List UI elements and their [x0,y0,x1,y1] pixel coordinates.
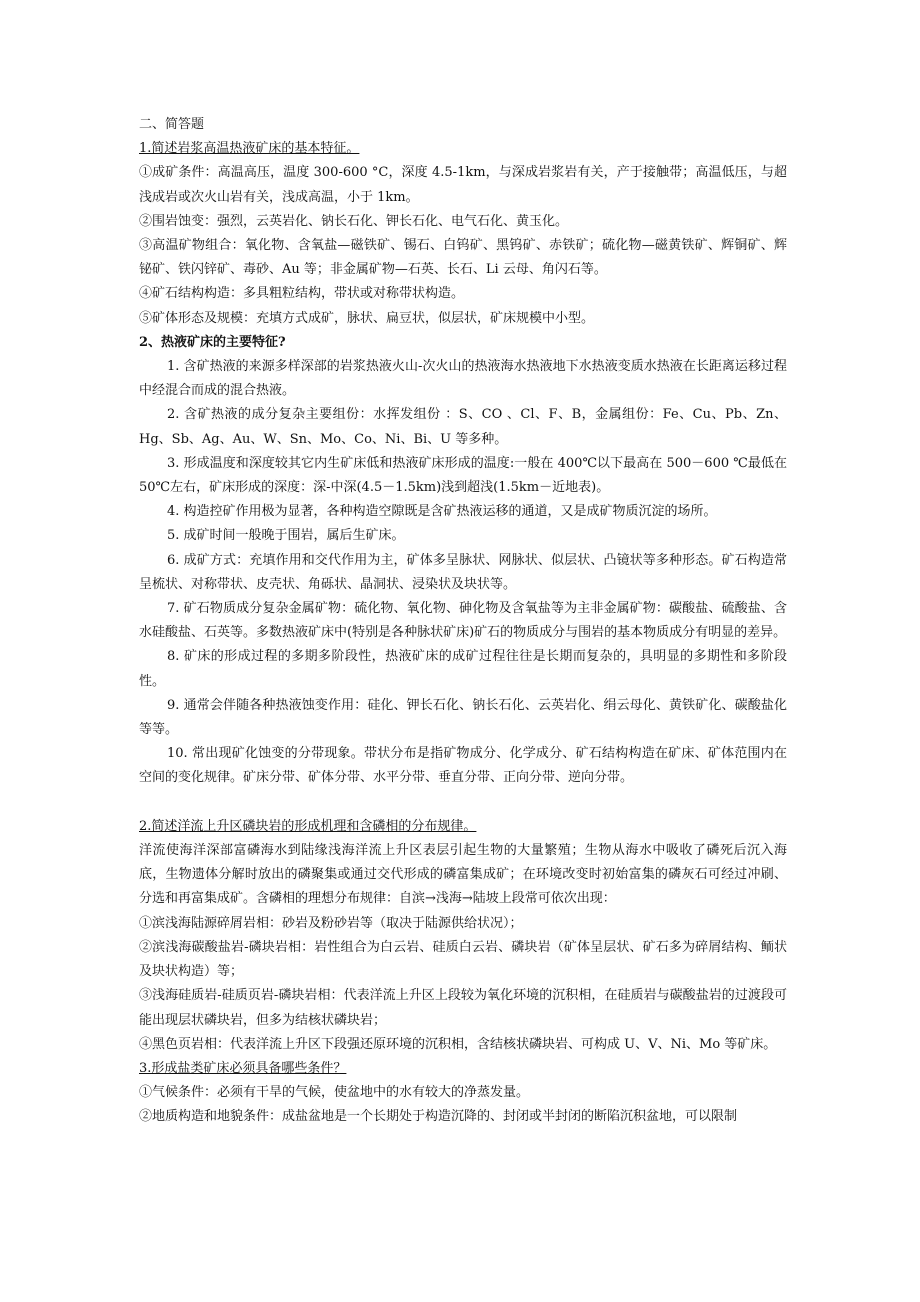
question-4-title: 3.形成盐类矿床必须具备哪些条件？ [139,1060,347,1076]
q2-item-3: 3. 形成温度和深度较其它内生矿床低和热液矿床形成的温度:一般在 400℃以下最高在 500－600 ℃最低在 50℃左右，矿床形成的深度：深-中深(4.5－1.5km)浅到超浅(1.5km－近地表)。 [139,455,787,496]
q2-item-8: 8. 矿床的形成过程的多期多阶段性，热液矿床的成矿过程往往是长期而复杂的，具明显的多期性和多阶段性。 [139,649,787,689]
q3-item-4: ④黑色页岩相：代表洋流上升区下段强还原环境的沉积相，含结核状磷块岩、可构成 U、V、Ni、Mo 等矿床。 [139,1036,777,1052]
q1-item-2: ②围岩蚀变：强烈，云英岩化、钠长石化、钾长石化、电气石化、黄玉化。 [139,213,569,229]
q2-item-10: 10. 常出现矿化蚀变的分带现象。带状分布是指矿物成分、化学成分、矿石结构构造在矿床、矿体范围内在空间的变化规律。矿床分带、矿体分带、水平分带、垂直分带、正向分带、逆向分带。 [139,746,787,786]
q2-item-7: 7. 矿石物质成分复杂金属矿物：硫化物、氧化物、砷化物及含氧盐等为主非金属矿物：碳酸盐、硫酸盐、含水硅酸盐、石英等。多数热液矿床中(特别是各种脉状矿床)矿石的物质成分与围岩的基本物质成分有明显的差异。 [139,601,787,641]
q1-item-5: ⑤矿体形态及规模：充填方式成矿，脉状、扁豆状，似层状，矿床规模中小型。 [139,310,595,326]
q1-item-3: ③高温矿物组合：氧化物、含氧盐—磁铁矿、锡石、白钨矿、黑钨矿、赤铁矿；硫化物—磁黄铁矿、辉铜矿、辉铋矿、铁闪锌矿、毒砂、Au 等；非金属矿物—石英、长石、Li 云母、角闪石等。 [139,238,787,278]
q2-item-1: 1. 含矿热液的来源多样深部的岩浆热液火山-次火山的热液海水热液地下水热液变质水热液在长距离运移过程中经混合而成的混合热液。 [139,359,787,399]
q3-item-1: ①滨浅海陆源碎屑岩相：砂岩及粉砂岩等（取决于陆源供给状况）； [139,915,523,931]
q1-item-1: ①成矿条件：高温高压，温度 300-600 °C，深度 4.5-1km，与深成岩浆岩有关，产于接触带；高温低压，与超浅成岩或次火山岩有关，浅成高温，小于 1km。 [139,165,787,205]
question-1-title: 1.简述岩浆高温热液矿床的基本特征。 [139,141,360,157]
q3-item-2: ②滨浅海碳酸盐岩-磷块岩相：岩性组合为白云岩、硅质白云岩、磷块岩（矿体呈层状、矿石多为碎屑结构、鲕状及块状构造）等； [139,939,787,980]
q4-item-2: ②地质构造和地貌条件：成盐盆地是一个长期处于构造沉降的、封闭或半封闭的断陷沉积盆地，可以限制 [139,1109,738,1125]
question-2-title: 2、热液矿床的主要特征? [139,334,286,350]
document-body [139,113,787,1130]
q3-intro: 洋流使海洋深部富磷海水到陆缘浅海洋流上升区表层引起生物的大量繁殖；生物从海水中吸收了磷死后沉入海底，生物遗体分解时放出的磷聚集或通过交代形成的磷富集成矿；在环境改变时初始富集的磷灰石可经过冲刷、分选和再富集成矿。含磷相的理想分布规律：自滨→浅海→陆坡上段常可依次出现： [139,843,787,907]
q2-item-4: 4. 构造控矿作用极为显著，各种构造空隙既是含矿热液运移的通道，又是成矿物质沉淀的场所。 [167,504,717,520]
question-3-title: 2.简述洋流上升区磷块岩的形成机理和含磷相的分布规律。 [139,818,477,834]
q2-item-6: 6. 成矿方式：充填作用和交代作用为主，矿体多呈脉状、网脉状、似层状、凸镜状等多种形态。矿石构造常呈梳状、对称带状、皮壳状、角砾状、晶洞状、浸染状及块状等。 [139,552,787,592]
blank-line [139,791,787,815]
q2-item-9: 9. 通常会伴随各种热液蚀变作用：硅化、钾长石化、钠长石化、云英岩化、绢云母化、黄铁矿化、碳酸盐化等等。 [139,697,787,738]
q2-item-5: 5. 成矿时间一般晚于围岩，属后生矿床。 [167,528,405,544]
q4-item-1: ①气候条件：必须有干旱的气候，使盆地中的水有较大的净蒸发量。 [139,1085,530,1101]
q2-item-2: 2. 含矿热液的成分复杂主要组份：水挥发组份 ：S、CO 、Cl、F、B，金属组份：Fe、Cu、Pb、Zn、Hg、Sb、Ag、Au、W、Sn、Mo、Co、Ni、Bi、U 等多种。 [139,407,787,447]
q1-item-4: ④矿石结构构造：多具粗粒结构，带状或对称带状构造。 [139,286,465,302]
section-heading: 二、简答题 [139,117,205,132]
q3-item-3: ③浅海硅质岩-硅质页岩-磷块岩相：代表洋流上升区上段较为氧化环境的沉积相，在硅质岩与碳酸盐岩的过渡段可能出现层状磷块岩，但多为结核状磷块岩； [139,988,787,1028]
